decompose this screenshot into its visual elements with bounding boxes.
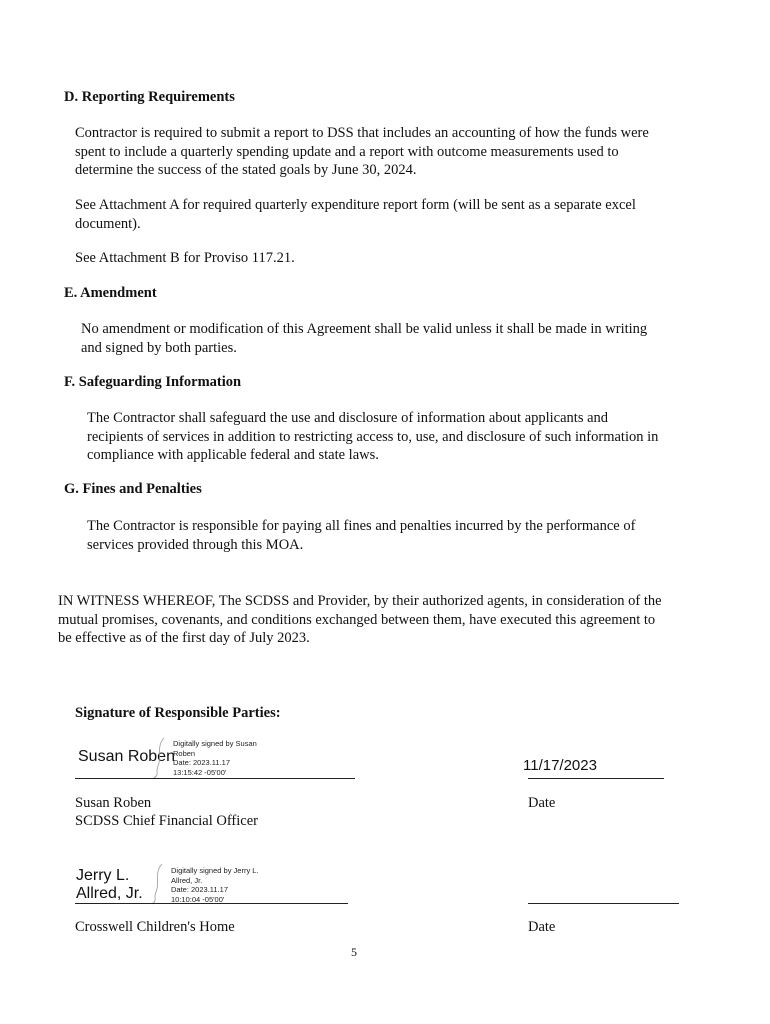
- text-line: See Attachment A for required quarterly expenditure report form (will be sent as a separate excel: [75, 197, 636, 213]
- digital-signature-mark-icon: [150, 862, 164, 906]
- text-line: compliance with applicable federal and state laws.: [87, 447, 379, 463]
- date-2-line: [528, 903, 679, 904]
- meta-line: Date: 2023.11.17: [173, 758, 230, 767]
- text-line: The Contractor shall safeguard the use and disclosure of information about applicants and: [87, 410, 609, 426]
- text-line: recipients of services in addition to restricting access to, use, and disclosure of such information in: [87, 428, 659, 445]
- section-f-paragraph: [87, 409, 658, 465]
- signature-1-meta: [173, 739, 257, 777]
- text-line: spent to include a quarterly spending update and a report with outcome measurements used to: [75, 143, 619, 160]
- text-line: Contractor is required to submit a report to DSS that includes an accounting of how the funds were: [75, 125, 649, 141]
- text-line: mutual promises, covenants, and conditions exchanged between them, have executed this agreement to: [58, 611, 656, 628]
- section-d-paragraph-3: [75, 249, 295, 268]
- text-line: be effective as of the first day of July 2023.: [58, 630, 310, 646]
- section-f-heading: F. Safeguarding Information: [64, 374, 242, 390]
- meta-line: Digitally signed by Susan: [173, 739, 257, 748]
- text-line: No amendment or modification of this Agreement shall be valid unless it shall be made in writing: [81, 321, 648, 337]
- signature-2-name: [76, 867, 143, 903]
- section-e-paragraph: [81, 320, 647, 357]
- meta-line: Date: 2023.11.17: [171, 885, 228, 894]
- date-2-label: Date: [528, 919, 556, 935]
- section-e-heading: E. Amendment: [64, 285, 157, 301]
- text-line: See Attachment B for Proviso 117.21.: [75, 250, 295, 266]
- section-d-paragraph-1: [75, 124, 649, 180]
- witness-paragraph: [58, 592, 662, 648]
- text-line: document).: [75, 215, 141, 232]
- text-line: and signed by both parties.: [81, 339, 237, 356]
- digital-signature-mark-icon: [152, 736, 166, 780]
- date-1-label: Date: [528, 795, 556, 811]
- signatures-heading: Signature of Responsible Parties:: [75, 705, 281, 721]
- signature-1-name: Susan Roben: [78, 748, 175, 765]
- section-d-paragraph-2: [75, 196, 636, 233]
- signature-2-meta: [171, 866, 259, 904]
- text-line: determine the success of the stated goals by June 30, 2024.: [75, 162, 417, 178]
- signature-1-line: [75, 778, 355, 779]
- section-g-heading: G. Fines and Penalties: [64, 481, 202, 497]
- meta-line: Digitally signed by Jerry L.: [171, 866, 259, 875]
- date-1-line: [528, 778, 664, 779]
- meta-line: Roben: [173, 748, 196, 758]
- name-line: Allred, Jr.: [76, 885, 143, 902]
- text-line: services provided through this MOA.: [87, 536, 304, 553]
- signature-1-title: SCDSS Chief Financial Officer: [75, 813, 258, 829]
- meta-line: 13:15:42 -05'00': [173, 767, 227, 777]
- section-d-heading: D. Reporting Requirements: [64, 89, 235, 105]
- name-line: Jerry L.: [76, 867, 130, 884]
- signature-2-printed-name: Crosswell Children's Home: [75, 919, 235, 935]
- text-line: IN WITNESS WHEREOF, The SCDSS and Provider, by their authorized agents, in consideration of the: [58, 593, 662, 609]
- signature-1-printed-name: Susan Roben: [75, 795, 152, 811]
- signature-1-date-value: 11/17/2023: [523, 757, 597, 774]
- section-g-paragraph: [87, 517, 635, 554]
- text-line: The Contractor is responsible for paying all fines and penalties incurred by the performance of: [87, 518, 636, 534]
- meta-line: Allred, Jr.: [171, 875, 203, 885]
- page-number: 5: [351, 945, 357, 959]
- meta-line: 10:10:04 -05'00': [171, 894, 225, 904]
- signature-2-line: [75, 903, 348, 904]
